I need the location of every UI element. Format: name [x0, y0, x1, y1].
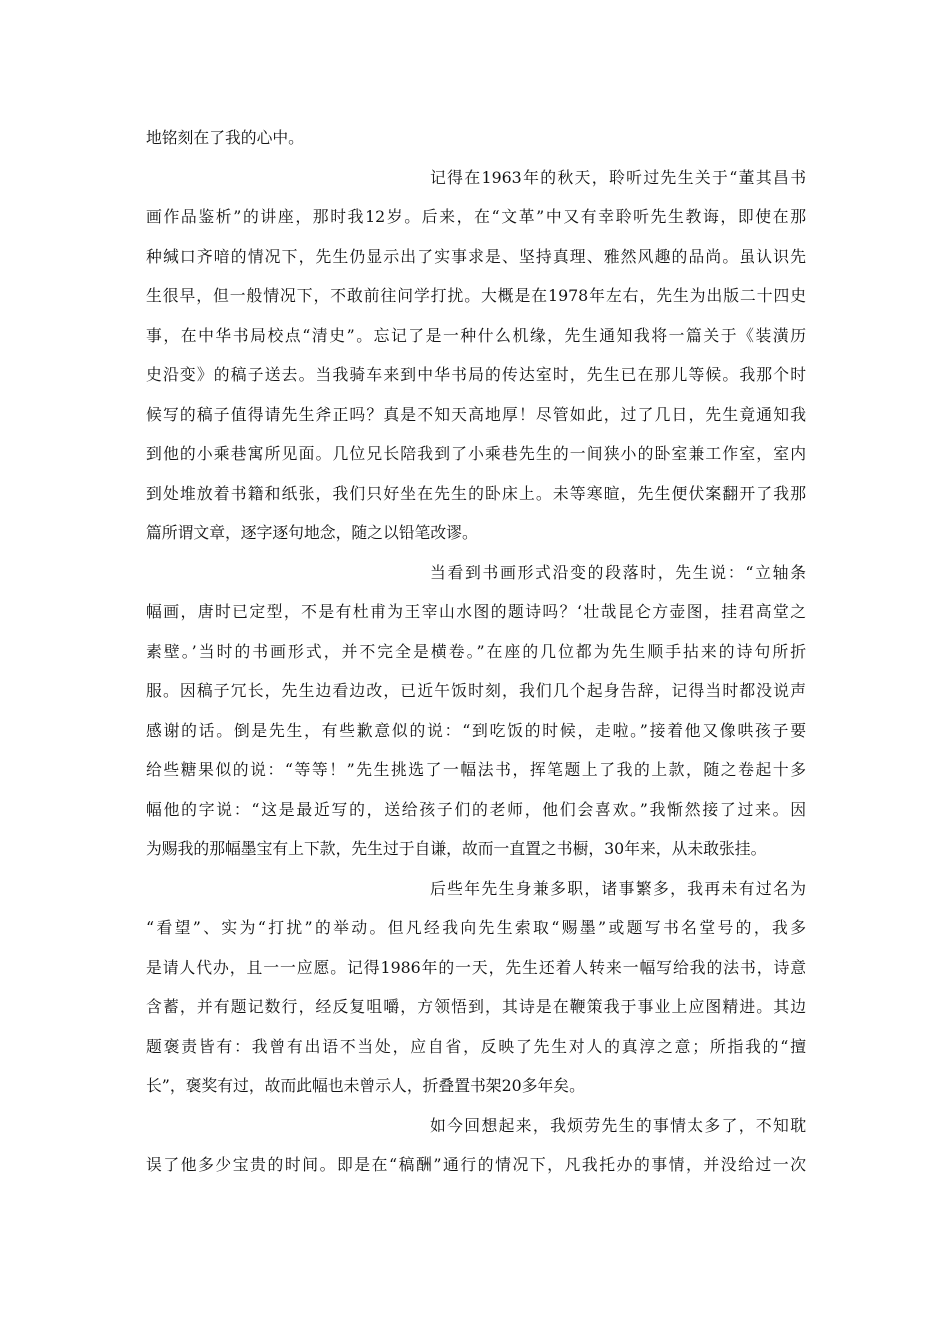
text-line: 为赐我的那幅墨宝有上下款，先生过于自谦，故而一直置之书橱，30年来，从未敢张挂。 [146, 839, 767, 858]
text-line: 题褒责皆有：我曾有出语不当处，应自省，反映了先生对人的真淳之意；所指我的“擅 [146, 1036, 806, 1056]
text-line: 长”，褒奖有过，故而此幅也未曾示人，折叠置书架20多年矣。 [146, 1076, 585, 1095]
text-line: 给些糖果似的说：“等等！”先生挑选了一幅法书，挥笔题上了我的上款，随之卷起十多 [146, 760, 806, 779]
text-line: 是请人代办，且一一应愿。记得1986年的一天，先生还着人转来一幅写给我的法书，诗意 [146, 957, 806, 977]
text-line: 种缄口齐喑的情况下，先生仍显示出了实事求是、坚持真理、雅然风趣的品尚。虽认识先 [146, 246, 806, 266]
text-line: 幅画，唐时已定型，不是有杜甫为王宰山水图的题诗吗？‘壮哉昆仑方壶图，挂君高堂之 [146, 602, 806, 621]
text-line: 后些年先生身兼多职，诸事繁多，我再未有过名为 [430, 878, 806, 898]
text-line: 当看到书画形式沿变的段落时，先生说：“立轴条 [430, 562, 806, 582]
text-line: 素壁。’当时的书画形式，并不完全是横卷。”在座的几位都为先生顺手拈来的诗句所折 [146, 641, 806, 661]
text-line: 误了他多少宝贵的时间。即是在“稿酬”通行的情况下，凡我托办的事情，并没给过一次 [146, 1155, 806, 1174]
text-line: 服。因稿子冗长，先生边看边改，已近午饭时刻，我们几个起身告辞，记得当时都没说声 [146, 681, 806, 700]
text-line: 记得在1963年的秋天，聆听过先生关于“董其昌书 [430, 167, 806, 187]
text-line: 感谢的话。倒是先生，有些歉意似的说：“到吃饭的时候，走啦。”接着他又像哄孩子要 [146, 720, 806, 740]
text-line: 地铭刻在了我的心中。 [146, 128, 304, 147]
text-line: 篇所谓文章，逐字逐句地念，随之以铅笔改谬。 [146, 523, 478, 542]
document-body [146, 118, 806, 1185]
text-line: 生很早，但一般情况下，不敢前往问学打扰。大概是在1978年左右，先生为出版二十四史 [146, 286, 806, 305]
text-line: 到他的小乘巷寓所见面。几位兄长陪我到了小乘巷先生的一间狭小的卧室兼工作室，室内 [146, 444, 806, 463]
text-line: 如今回想起来，我烦劳先生的事情太多了，不知耽 [430, 1115, 806, 1135]
text-line: 到处堆放着书籍和纸张，我们只好坐在先生的卧床上。未等寒暄，先生便伏案翻开了我那 [146, 483, 806, 503]
text-line: 史沿变》的稿子送去。当我骑车来到中华书局的传达室时，先生已在那儿等候。我那个时 [146, 365, 806, 384]
text-line: “看望”、实为“打扰”的举动。但凡经我向先生索取“赐墨”或题写书名堂号的，我多 [146, 918, 806, 937]
paragraph [146, 869, 806, 1106]
paragraph [146, 158, 806, 553]
text-line: 含蓄，并有题记数行，经反复咀嚼，方领悟到，其诗是在鞭策我于事业上应图精进。其边 [146, 997, 806, 1016]
text-line: 幅他的字说：“这是最近写的，送给孩子们的老师，他们会喜欢。”我惭然接了过来。因 [146, 799, 806, 819]
text-line: 候写的稿子值得请先生斧正吗？真是不知天高地厚！尽管如此，过了几日，先生竟通知我 [146, 404, 806, 424]
paragraph [146, 1106, 806, 1185]
paragraph [146, 118, 806, 158]
paragraph [146, 553, 806, 869]
text-line: 画作品鉴析”的讲座，那时我12岁。后来，在“文革”中又有幸聆听先生教诲，即使在那 [146, 207, 806, 226]
text-line: 事，在中华书局校点“清史”。忘记了是一种什么机缘，先生通知我将一篇关于《装潢历 [146, 325, 806, 345]
